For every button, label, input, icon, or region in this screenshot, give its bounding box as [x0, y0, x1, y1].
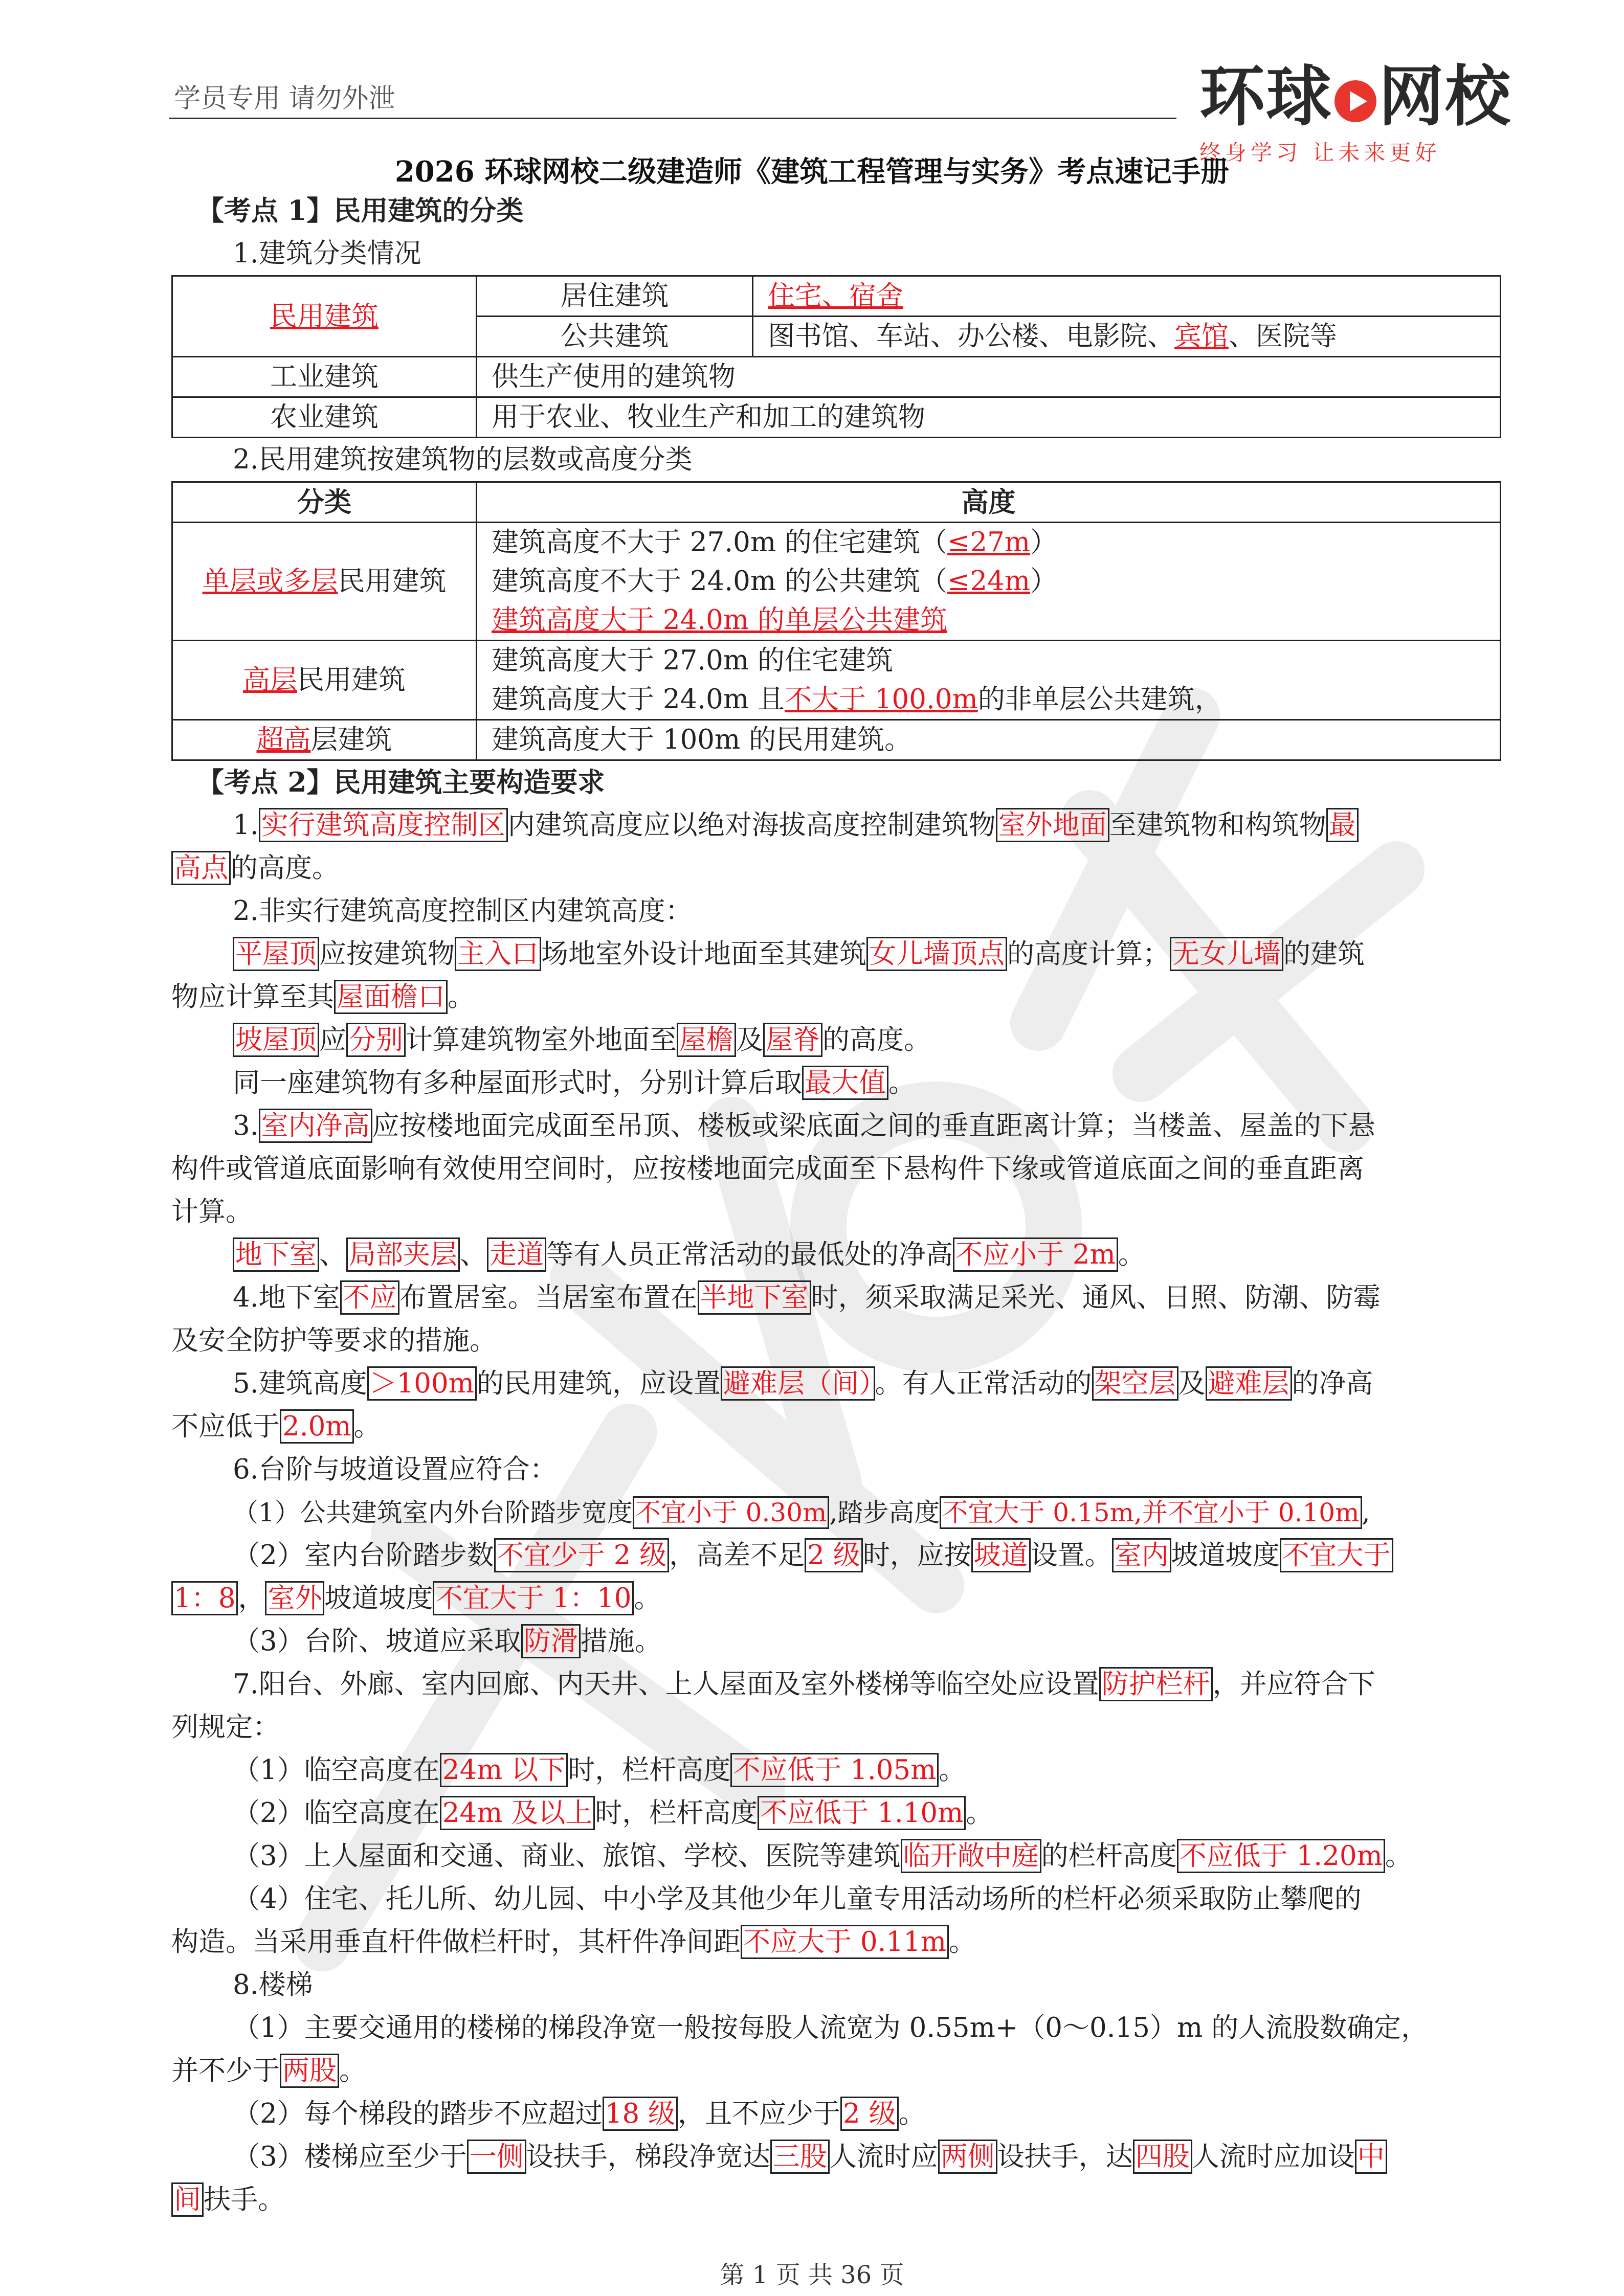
- highlight-box: 不宜大于: [1280, 1538, 1393, 1572]
- text-span: 。: [888, 1067, 916, 1098]
- text-span: 时，栏杆高度: [568, 1754, 731, 1786]
- text-span: （1）主要交通用的楼梯的梯段净宽一般按每股人流宽为 0.55m+（0～0.15）m 的人流股数确定，: [233, 2012, 1429, 2043]
- text-span: 不应低于: [171, 1411, 280, 1442]
- text-span: 并不少于: [171, 2055, 280, 2086]
- table-cell: [753, 317, 1501, 357]
- play-icon: [1334, 80, 1376, 122]
- highlight-box: 不宜大于 1：10: [433, 1581, 634, 1615]
- paragraph: [171, 804, 1501, 890]
- text-span: ≤27m: [947, 527, 1031, 558]
- highlight-box: 室外: [265, 1581, 324, 1615]
- text-span: （1）临空高度在: [233, 1754, 440, 1786]
- text-span: 的净高: [1292, 1368, 1373, 1399]
- table-row: [172, 276, 1501, 317]
- cell-line: 建筑高度大于 27.0m 的住宅建筑: [492, 645, 893, 676]
- table-header-row: [172, 482, 1501, 523]
- text-span: 、: [319, 1239, 346, 1270]
- highlight-box: 中: [1355, 2140, 1387, 2174]
- text-span: 设扶手，梯段净宽达: [526, 2141, 770, 2172]
- text-span: 及安全防护等要求的措施。: [171, 1325, 497, 1356]
- highlight-box: 屋面檐口: [334, 980, 448, 1014]
- text-span: 3.: [233, 1110, 259, 1141]
- paragraph: [171, 1534, 1501, 1620]
- text-span: 1.: [233, 809, 259, 841]
- cell-line: [492, 562, 1485, 601]
- text-span: 构件或管道底面影响有效使用空间时，应按楼地面完成面至下悬构件下缘或管道底面之间的垂直距离: [171, 1153, 1364, 1184]
- header-confidential-text: 学员专用 请勿外泄: [174, 83, 395, 114]
- table-row: [172, 720, 1501, 760]
- highlight-box: 两侧: [938, 2140, 997, 2174]
- highlight-box: ＞100m: [367, 1366, 477, 1401]
- paragraph: [171, 1019, 1501, 1062]
- text-span: 内建筑高度应以绝对海拔高度控制建筑物: [507, 809, 996, 841]
- section1-heading: 【考点 1】民用建筑的分类: [197, 195, 524, 227]
- paragraph: [171, 1105, 1501, 1233]
- text-span: （2）每个梯段的踏步不应超过: [233, 2098, 603, 2129]
- highlight-box: 不应小于 2m: [953, 1237, 1118, 1272]
- header-rule: [169, 118, 1176, 119]
- text-span: 及: [736, 1024, 763, 1055]
- text-span: ,: [1362, 1498, 1370, 1527]
- table-cell: [172, 523, 477, 641]
- text-span: 建筑高度大于 24.0m 且: [492, 684, 785, 715]
- highlight-box: 防滑: [521, 1624, 581, 1658]
- hotel-label: 宾馆: [1174, 321, 1229, 352]
- paragraph: [171, 1233, 1501, 1276]
- text-span: 单层或多层: [202, 566, 338, 597]
- highlight-box: 不宜大于 0.15m,并不宜小于 0.10m: [940, 1496, 1362, 1529]
- text-span: （4）住宅、托儿所、幼儿园、中小学及其他少年儿童专用活动场所的栏杆必须采取防止攀爬的: [233, 1883, 1362, 1915]
- table-cell: [753, 276, 1501, 317]
- text-span: 时，应按: [862, 1540, 971, 1571]
- highlight-box: 地下室: [233, 1237, 319, 1272]
- text-span: 列规定：: [171, 1712, 280, 1743]
- highlight-box: 最: [1326, 808, 1359, 842]
- paragraph: [171, 1620, 1501, 1663]
- text-span: 5.建筑高度: [233, 1368, 367, 1399]
- text-span: ，并应符合下: [1212, 1669, 1375, 1700]
- text-span: 。: [353, 1411, 381, 1442]
- table-cell: 建筑高度大于 100m 的民用建筑。: [477, 720, 1501, 760]
- highlight-box: 18 级: [603, 2097, 678, 2131]
- table-cell: 工业建筑: [172, 357, 477, 397]
- highlight-box: 无女儿墙: [1170, 937, 1283, 971]
- text-span: 人流时应加设: [1192, 2141, 1355, 2172]
- cell-line: [492, 680, 1485, 719]
- text-span: 及: [1178, 1368, 1206, 1399]
- text-span: 坡道坡度: [1171, 1540, 1280, 1571]
- table-row: [172, 523, 1501, 641]
- text-span: 应按楼地面完成面至吊顶、楼板或梁底面之间的垂直距离计算；当楼盖、屋盖的下悬: [372, 1110, 1375, 1141]
- text-span: 建筑高度不大于 27.0m 的住宅建筑（: [492, 527, 947, 558]
- highlight-box: 坡道: [971, 1538, 1031, 1572]
- text-span: 构造。当采用垂直杆件做栏杆时，其杆件净间距: [171, 1926, 741, 1957]
- highlight-box: 主入口: [455, 937, 541, 971]
- highlight-box: 走道: [487, 1237, 546, 1272]
- cell-line: 建筑高度大于 24.0m 的单层公共建筑: [492, 604, 947, 636]
- highlight-box: 不宜小于 0.30m: [633, 1496, 830, 1529]
- column-header: 高度: [477, 482, 1501, 523]
- logo-text-2: 网校: [1378, 59, 1512, 135]
- text-span: 。: [939, 1754, 966, 1786]
- text-span: 物应计算至其: [171, 981, 334, 1012]
- section1-sub2: 2.民用建筑按建筑物的层数或高度分类: [233, 444, 693, 475]
- text-span: 7.阳台、外廊、室内回廊、内天井、上人屋面及室外楼梯等临空处应设置: [233, 1669, 1099, 1700]
- highlight-box: 分别: [346, 1023, 406, 1057]
- residential-desc: 住宅、宿舍: [768, 280, 903, 311]
- highlight-box: 四股: [1133, 2140, 1192, 2174]
- highlight-box: 一侧: [467, 2140, 526, 2174]
- text-span: 同一座建筑物有多种屋面形式时，分别计算后取: [233, 1067, 802, 1098]
- paragraph: [171, 1362, 1501, 1448]
- text-span: 时，栏杆高度: [595, 1797, 758, 1829]
- highlight-box: 屋脊: [763, 1023, 822, 1057]
- highlight-box: 24m 以下: [440, 1753, 568, 1787]
- text-span: 。: [634, 1583, 661, 1614]
- text-span: 应: [319, 1024, 346, 1055]
- highlight-box: 不应低于 1.10m: [758, 1796, 966, 1830]
- text-span: 的建筑: [1283, 938, 1365, 970]
- highlight-box: 屋檐: [677, 1023, 736, 1057]
- table-cell: 居住建筑: [477, 276, 753, 317]
- text-span: （2）临空高度在: [233, 1797, 440, 1829]
- text-span: 图书馆、车站、办公楼、电影院、: [768, 321, 1174, 352]
- cell-line: [492, 523, 1485, 562]
- text-span: 至建筑物和构筑物: [1109, 809, 1326, 841]
- paragraph: 6.台阶与坡道设置应符合：: [233, 1454, 557, 1485]
- text-span: 的栏杆高度: [1041, 1840, 1177, 1872]
- highlight-box: 三股: [770, 2140, 830, 2174]
- text-span: 的高度。: [822, 1024, 931, 1055]
- highlight-box: 坡屋顶: [233, 1023, 319, 1057]
- page-title: 2026 环球网校二级建造师《建筑工程管理与实务》考点速记手册: [394, 155, 1230, 189]
- highlight-box: 两股: [280, 2054, 339, 2088]
- paragraph: [171, 1792, 1501, 1835]
- text-span: 措施。: [580, 1626, 662, 1657]
- table-cell: 供生产使用的建筑物: [477, 357, 1501, 397]
- column-header: 分类: [172, 482, 477, 523]
- paragraph: [171, 1276, 1501, 1362]
- text-span: ,踏步高度: [829, 1498, 940, 1527]
- paragraph: [171, 1749, 1501, 1792]
- paragraph: [171, 1835, 1501, 1878]
- logo-text-1: 环球: [1199, 59, 1333, 135]
- highlight-box: 2 级: [840, 2097, 899, 2131]
- table-cell: [172, 641, 477, 720]
- table-cell: [172, 720, 477, 760]
- text-span: 高层: [243, 664, 297, 695]
- text-span: ，: [238, 1583, 265, 1614]
- text-span: 的高度。: [231, 852, 339, 884]
- section2-heading: 【考点 2】民用建筑主要构造要求: [197, 767, 605, 798]
- paragraph: 2.非实行建筑高度控制区内建筑高度：: [233, 895, 693, 927]
- table-row: [172, 641, 1501, 720]
- text-span: 人流时应: [829, 2141, 938, 2172]
- table-cell: [172, 276, 477, 357]
- text-span: （3）上人屋面和交通、商业、旅馆、学校、医院等建筑: [233, 1840, 901, 1872]
- text-span: 。: [949, 1926, 976, 1957]
- highlight-box: 女儿墙顶点: [866, 937, 1007, 971]
- highlight-box: 防护栏杆: [1099, 1667, 1213, 1701]
- paragraph: [171, 2135, 1501, 2221]
- document-body: [171, 189, 1501, 2221]
- text-span: 坡道坡度: [324, 1583, 433, 1614]
- text-span: 。: [966, 1797, 993, 1829]
- highlight-box: 避难层（间）: [721, 1366, 875, 1401]
- highlight-box: 不宜少于 2 级: [494, 1538, 669, 1572]
- table-row: [172, 397, 1501, 438]
- text-span: 等有人员正常活动的最低处的净高: [546, 1239, 953, 1270]
- highlight-box: 架空层: [1092, 1366, 1178, 1401]
- text-span: ，高差不足: [669, 1540, 805, 1571]
- text-span: ≤24m: [947, 566, 1031, 597]
- table-cell: [477, 641, 1501, 720]
- table-cell: 农业建筑: [172, 397, 477, 438]
- text-span: ）: [1030, 527, 1058, 558]
- text-span: 计算。: [171, 1196, 253, 1227]
- text-span: 的民用建筑，应设置: [477, 1368, 721, 1399]
- highlight-box: 室外地面: [996, 808, 1109, 842]
- text-span: 不大于 100.0m: [784, 684, 978, 715]
- text-span: 建筑高度不大于 24.0m 的公共建筑（: [492, 566, 947, 597]
- highlight-box: 高点: [171, 851, 231, 885]
- text-span: （3）台阶、坡道应采取: [233, 1626, 521, 1657]
- text-span: 应按建筑物: [319, 938, 455, 970]
- highlight-box: 不应: [340, 1280, 399, 1315]
- text-span: 超高: [256, 724, 311, 755]
- text-span: 。: [448, 981, 475, 1012]
- text-span: 、: [460, 1239, 487, 1270]
- highlight-box: 最大值: [802, 1066, 888, 1100]
- text-span: 场地室外设计地面至其建筑: [541, 938, 866, 970]
- paragraph: [171, 1878, 1501, 1964]
- highlight-box: 2 级: [805, 1538, 863, 1572]
- paragraph: [171, 2092, 1501, 2135]
- text-span: （1）公共建筑室内外台阶踏步宽度: [233, 1498, 633, 1527]
- text-span: 层建筑: [310, 724, 392, 755]
- text-span: 4.地下室: [233, 1282, 340, 1313]
- text-span: 。有人正常活动的: [875, 1368, 1092, 1399]
- page-footer: 第 1 页 共 36 页: [720, 2261, 904, 2289]
- building-height-table: [171, 481, 1501, 761]
- civil-building-label: 民用建筑: [270, 300, 379, 332]
- highlight-box: 不应低于 1.05m: [730, 1753, 939, 1787]
- text-span: 设置。: [1030, 1540, 1112, 1571]
- text-span: 。: [1118, 1239, 1145, 1270]
- highlight-box: 局部夹层: [346, 1237, 460, 1272]
- text-span: 。: [898, 2098, 926, 2129]
- paragraph: [171, 1491, 1501, 1534]
- text-span: 的非单层公共建筑，: [977, 684, 1222, 715]
- paragraph: [171, 2007, 1501, 2092]
- highlight-box: 室内: [1112, 1538, 1171, 1572]
- text-span: 的高度计算；: [1007, 938, 1170, 970]
- highlight-box: 室内净高: [259, 1109, 372, 1143]
- building-class-table: [171, 275, 1501, 438]
- table-cell: 用于农业、牧业生产和加工的建筑物: [477, 397, 1501, 438]
- text-span: 民用建筑: [338, 566, 447, 597]
- text-span: 时，须采取满足采光、通风、日照、防潮、防霉: [811, 1282, 1381, 1313]
- highlight-box: 1：8: [171, 1581, 238, 1615]
- highlight-box: 半地下室: [698, 1280, 811, 1315]
- highlight-box: 平屋顶: [233, 937, 319, 971]
- logo-slogan: 终身学习 让未来更好: [1199, 140, 1441, 165]
- highlight-box: 2.0m: [280, 1409, 354, 1444]
- text-span: 、医院等: [1229, 321, 1337, 352]
- table-row: [172, 357, 1501, 397]
- text-span: 民用建筑: [297, 664, 406, 695]
- text-span: 。: [339, 2055, 366, 2086]
- highlight-box: 24m 及以上: [440, 1796, 595, 1830]
- text-span: 设扶手，达: [997, 2141, 1133, 2172]
- text-span: 。: [1385, 1840, 1412, 1872]
- highlight-box: 临开敞中庭: [901, 1839, 1041, 1873]
- highlight-box: 实行建筑高度控制区: [259, 808, 508, 842]
- paragraph: 8.楼梯: [233, 1969, 313, 2000]
- text-span: 布置居室。当居室布置在: [399, 1282, 698, 1313]
- paragraph: [171, 1062, 1501, 1105]
- highlight-box: 避难层: [1206, 1366, 1292, 1401]
- text-span: ）: [1030, 566, 1058, 597]
- section1-sub1: 1.建筑分类情况: [233, 238, 421, 269]
- highlight-box: 不应大于 0.11m: [741, 1925, 949, 1959]
- text-span: 扶手。: [204, 2184, 285, 2215]
- highlight-box: 不应低于 1.20m: [1177, 1839, 1385, 1873]
- table-cell: [477, 523, 1501, 641]
- text-span: ，且不应少于: [678, 2098, 841, 2129]
- paragraph: [171, 933, 1501, 1019]
- text-span: （2）室内台阶踏步数: [233, 1540, 494, 1571]
- text-span: 计算建筑物室外地面至: [406, 1024, 677, 1055]
- highlight-box: 间: [171, 2182, 204, 2217]
- paragraph: [171, 1663, 1501, 1749]
- table-cell: 公共建筑: [477, 317, 753, 357]
- text-span: （3）楼梯应至少于: [233, 2141, 467, 2172]
